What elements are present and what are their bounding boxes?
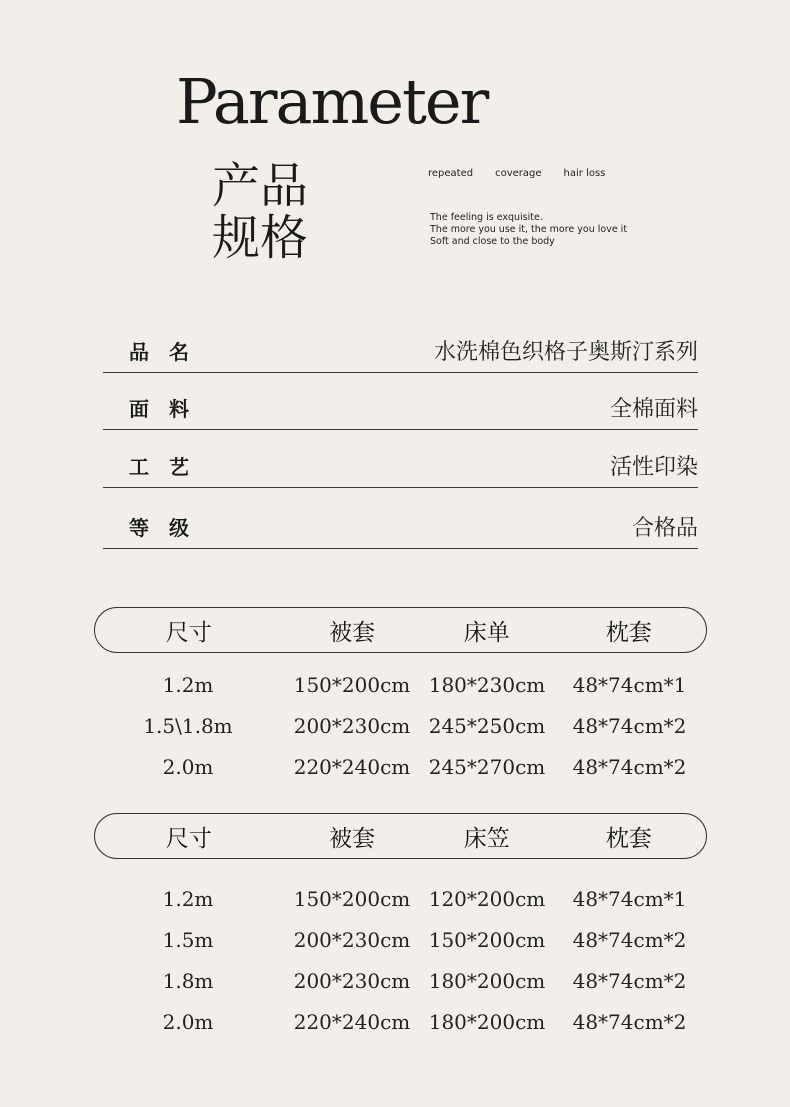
table2-header-cell: 尺寸 [165,825,212,852]
spec-row-fabric [103,386,698,430]
table-cell: 2.0m [162,1010,214,1034]
tag-item: coverage [495,168,542,179]
table-cell: 180*200cm [428,969,546,993]
spec-label: 等级 [129,516,209,540]
table-cell: 48*74cm*1 [572,887,687,911]
spec-row-name [103,329,698,373]
table-cell: 48*74cm*2 [572,714,687,738]
table-cell: 220*240cm [293,1010,411,1034]
table-cell: 48*74cm*1 [572,673,687,697]
table1-header [94,607,707,653]
title-chinese-line-2: 规格 [212,210,309,266]
table-cell: 200*230cm [293,928,411,952]
spec-value: 全棉面料 [609,397,698,422]
spec-label: 工艺 [129,455,209,479]
table-row [94,747,707,787]
spec-row-process [103,444,698,488]
table-row [94,920,707,960]
spec-value: 合格品 [631,516,698,541]
table2-header-cell: 被套 [329,825,376,852]
table1-header-cell: 被套 [329,619,376,646]
table-cell: 245*250cm [428,714,546,738]
table-cell: 48*74cm*2 [572,969,687,993]
title-chinese [212,160,308,264]
tag-list [428,168,605,179]
table-cell: 1.2m [162,887,214,911]
table1-header-cell: 床单 [463,619,510,646]
table2-header-cell: 床笠 [463,825,510,852]
table-row [94,665,707,705]
table-cell: 48*74cm*2 [572,928,687,952]
table1-header-cell: 尺寸 [165,619,212,646]
spec-value: 活性印染 [609,455,698,480]
tagline-line: The feeling is exquisite. [430,212,543,223]
table-cell: 120*200cm [428,887,546,911]
table-cell: 1.2m [162,673,214,697]
tagline-line: Soft and close to the body [430,236,555,247]
table-row [94,1002,707,1042]
table1-header-cell: 枕套 [605,619,652,646]
table-row [94,961,707,1001]
table-cell: 200*230cm [293,969,411,993]
spec-row-grade [103,505,698,549]
table-cell: 150*200cm [428,928,546,952]
tag-item: hair loss [563,168,606,179]
table-cell: 200*230cm [293,714,411,738]
table-cell: 245*270cm [428,755,546,779]
title-english: Parameter [176,65,488,138]
title-chinese-line-1: 产品 [212,158,309,214]
table-cell: 1.8m [162,969,214,993]
spec-label: 品名 [129,340,209,364]
table-cell: 180*200cm [428,1010,546,1034]
table-cell: 180*230cm [428,673,546,697]
spec-value: 水洗棉色织格子奥斯汀系列 [433,340,698,365]
table-cell: 1.5m [162,928,214,952]
table-cell: 1.5\1.8m [143,714,233,738]
table-cell: 48*74cm*2 [572,1010,687,1034]
spec-label: 面料 [129,397,209,421]
tagline-line: The more you use it, the more you love it [430,224,628,235]
table2-header [94,813,707,859]
table-cell: 150*200cm [293,673,411,697]
table-cell: 150*200cm [293,887,411,911]
table-cell: 220*240cm [293,755,411,779]
table-cell: 2.0m [162,755,214,779]
table-row [94,706,707,746]
table-cell: 48*74cm*2 [572,755,687,779]
tagline [430,212,627,248]
table-row [94,879,707,919]
tag-item: repeated [428,168,474,179]
table2-header-cell: 枕套 [605,825,652,852]
